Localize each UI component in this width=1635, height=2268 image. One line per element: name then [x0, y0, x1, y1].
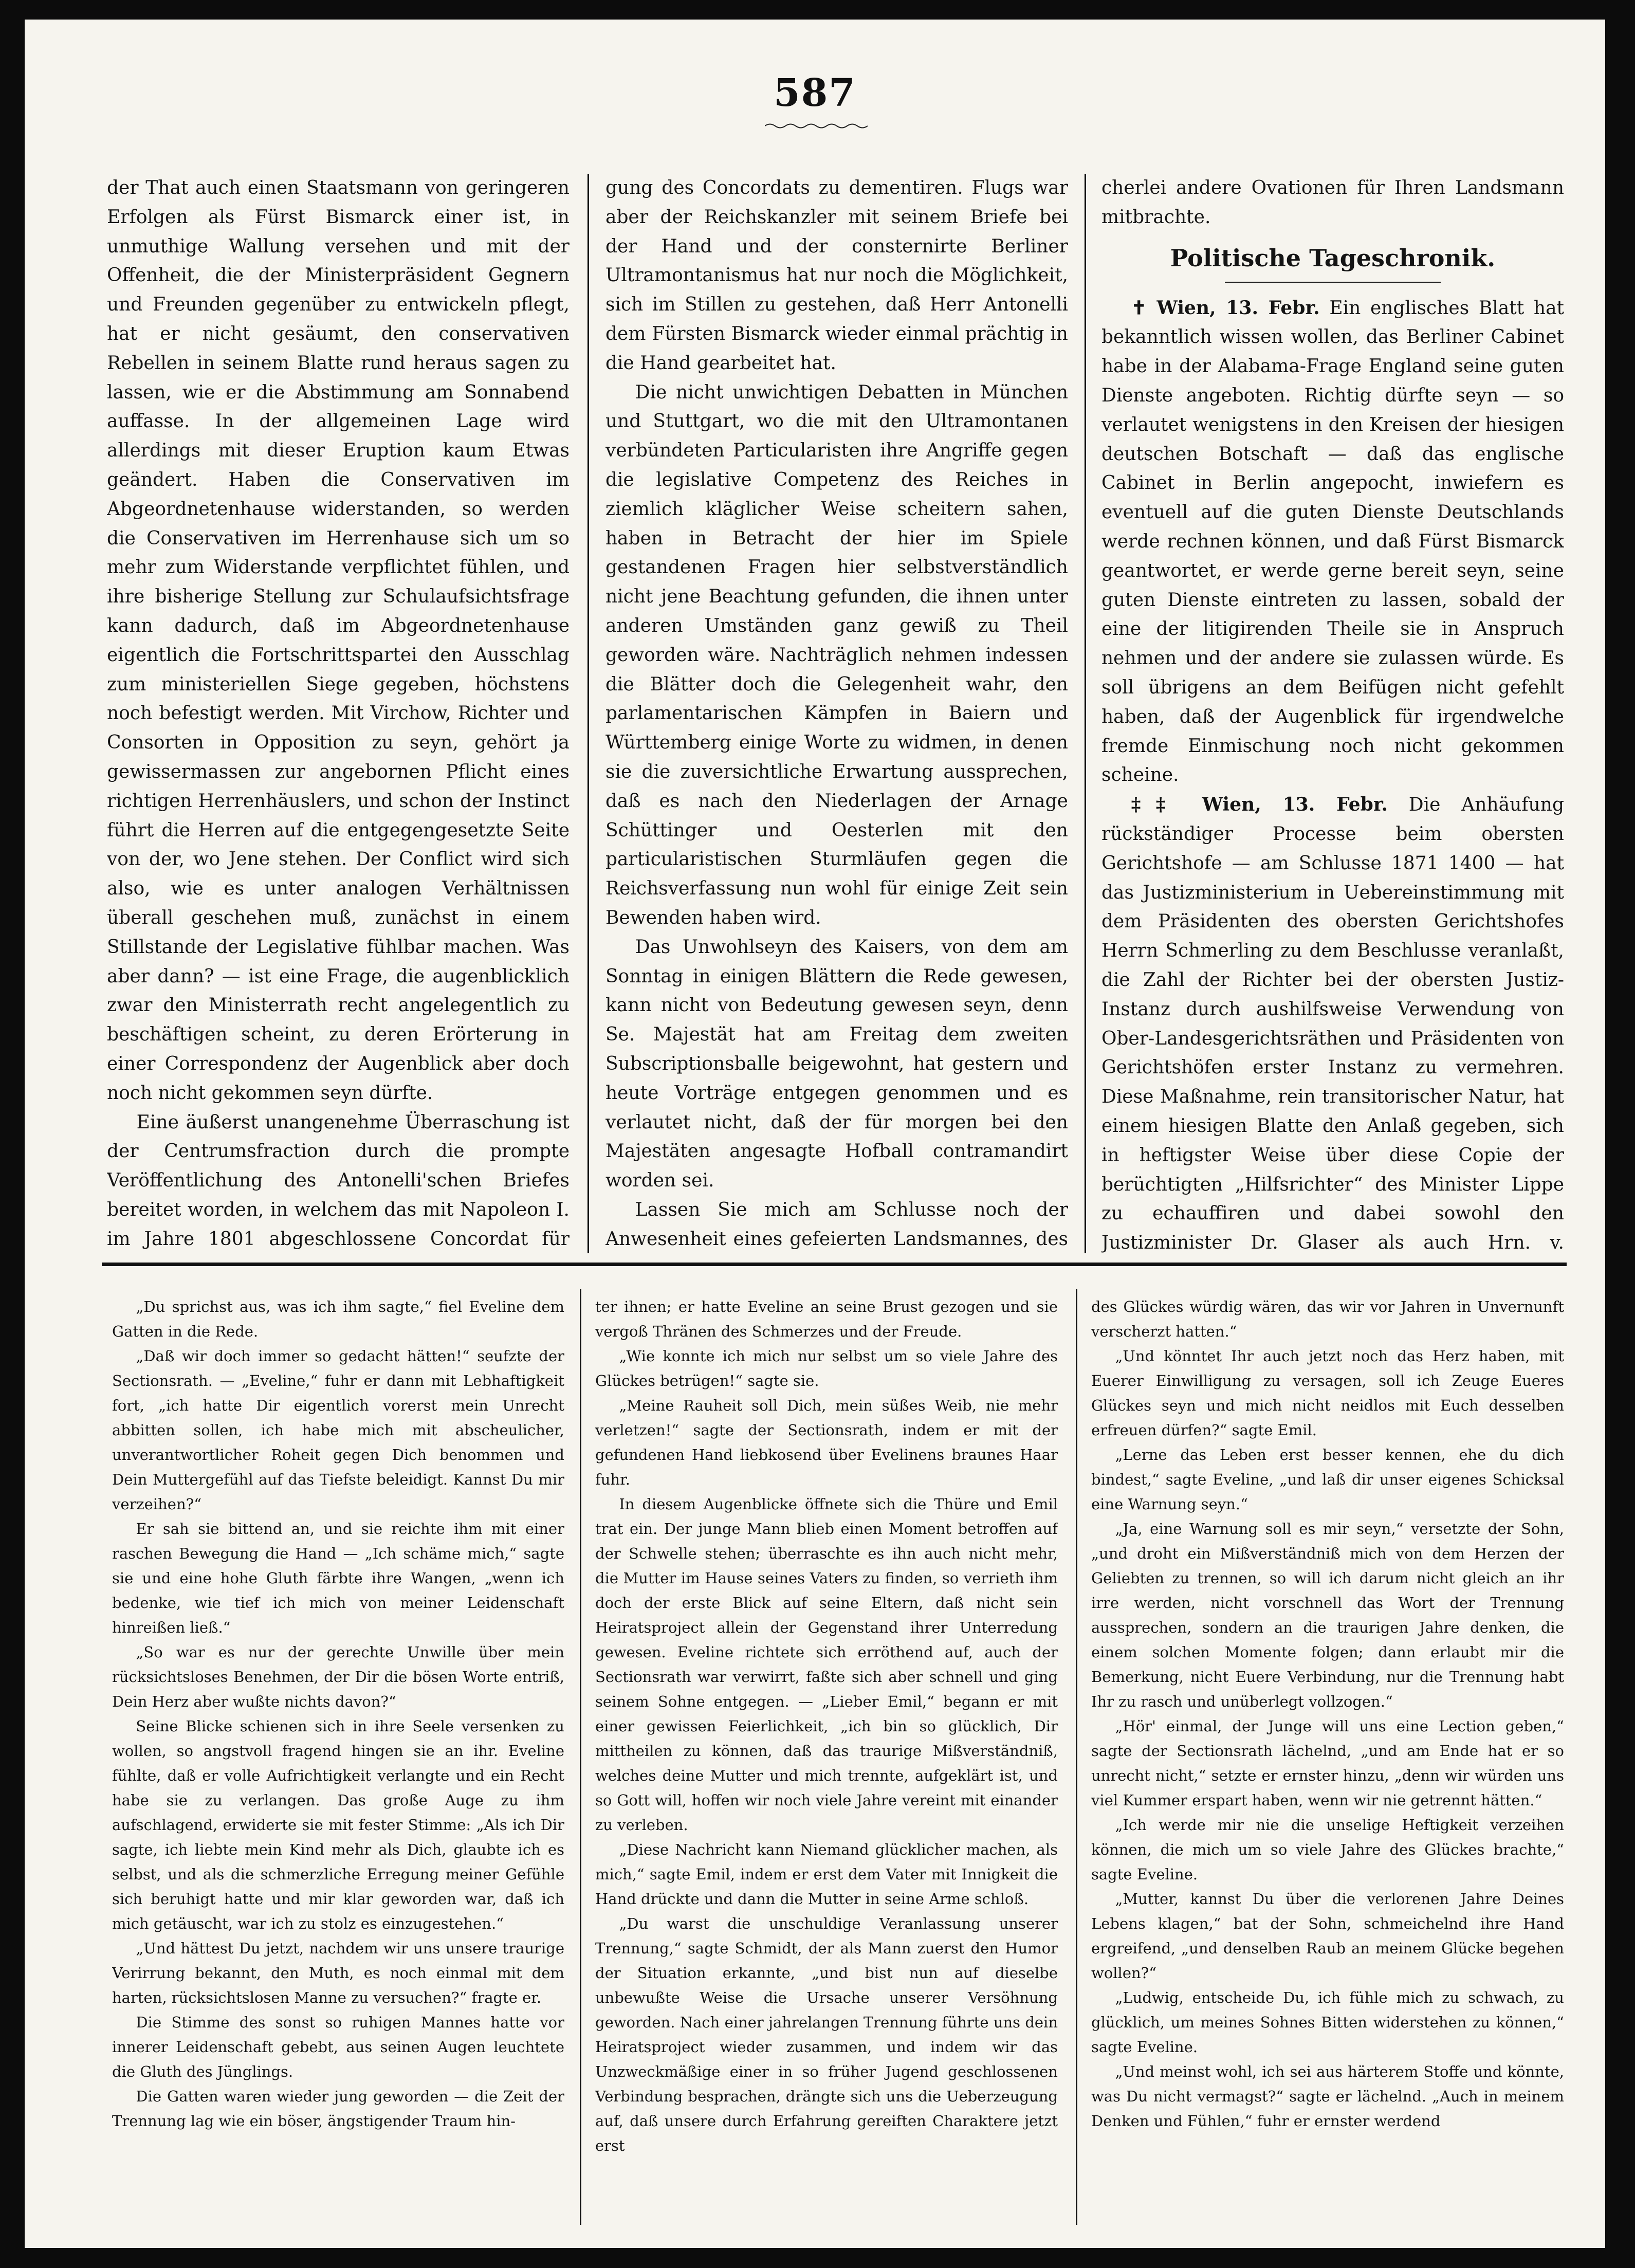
paragraph: Die Stimme des sonst so ruhigen Mannes hatte vor innerer Leidenschaft gebebt, aus seinen Augen leuchtete die Gluth des Jünglings. [112, 2014, 564, 2080]
paragraph: „Du sprichst aus, was ich ihm sagte,“ fiel Eveline dem Gatten in die Rede. [112, 1298, 564, 1340]
newspaper-page [25, 20, 1605, 2248]
dateline: ✝ Wien, 13. Febr. [1131, 297, 1320, 319]
column-rule [580, 1289, 581, 2225]
lower-column-3 [1091, 1294, 1564, 2225]
paragraph: „Meine Rauheit soll Dich, mein süßes Weib, nie mehr verletzen!“ sagte der Sectionsrath, indem er mit der gefundenen Hand liebkosend über Evelinens braunes Haar fuhr. [595, 1397, 1058, 1488]
paragraph: „Wie konnte ich mich nur selbst um so viele Jahre des Glückes betrügen!“ sagte sie. [595, 1347, 1058, 1389]
paragraph: Er sah sie bittend an, und sie reichte ihm mit einer raschen Bewegung die Hand — „Ich schäme mich,“ sagte sie und eine hohe Gluth färbte ihre Wangen, „wenn ich bedenke, wie tief ich mich von meiner Leidenschaft hinreißen ließ.“ [112, 1520, 564, 1636]
section-title: Politische Tageschronik. [1170, 244, 1496, 272]
upper-column-1 [107, 174, 570, 1256]
paragraph: „Du warst die unschuldige Veranlassung unserer Trennung,“ sagte Schmidt, der als Mann zuerst den Humor der Situation erkannte, „und bist nun auf dieselbe unbewußte Weise die Ursache unserer Versöhnung geworden. Nach einer jahrelangen Trennung führte uns dein Heiratsproject wieder zusammen, und indem wir das Unzweckmäßige einer in so früher Jugend geschlossenen Verbindung besprachen, drängte sich uns die Ueberzeugung auf, daß unsere durch Erfahrung gereiften Charaktere jetzt erst [595, 1915, 1058, 2154]
news-text: Ein englisches Blatt hat bekanntlich wissen wollen, das Berliner Cabinet habe in der Alabama-Frage England seine guten Dienste angeboten. Richtig dürfte seyn — so verlautet wenigstens in den Kreisen der hiesigen deutschen Botschaft — daß das englische Cabinet in Berlin angepocht, inwiefern es eventuell auf die guten Dienste Deutschlands werde rechnen können, und daß Fürst Bismarck geantwortet, er werde gerne bereit seyn, seine guten Dienste eintreten zu lassen, sobald der eine der litigirenden Theile sie in Anspruch nehmen und der andere sie zulassen würde. Es soll übrigens an dem Beifügen nicht gefehlt haben, daß der Augenblick für irgendwelche fremde Einmischung noch nicht gekommen scheine. [1101, 297, 1564, 786]
paragraph: Seine Blicke schienen sich in ihre Seele versenken zu wollen, so angstvoll fragend hingen sie an ihr. Eveline fühlte, daß er volle Aufrichtigkeit verlangte und ein Recht habe sie zu verlangen. Das große Auge zu ihm aufschlagend, erwiderte sie mit fester Stimme: „Als ich Dir sagte, ich liebte mein Kind mehr als Dich, glaubte ich es selbst, und als die schmerzliche Erregung meiner Gefühle sich beruhigt hatte und mir klar geworden war, daß ich mich getäuscht, war ich zu stolz es einzugestehen.“ [112, 1717, 564, 1932]
paragraph: „Diese Nachricht kann Niemand glücklicher machen, als mich,“ sagte Emil, indem er erst dem Vater mit Innigkeit die Hand drückte und dann die Mutter in seine Arme schloß. [595, 1841, 1058, 1908]
paragraph: In diesem Augenblicke öffnete sich die Thüre und Emil trat ein. Der junge Mann blieb einen Moment betroffen auf der Schwelle stehen; überraschte es ihn auch nicht mehr, die Mutter im Hause seines Vaters zu finden, so verrieth ihm doch der erste Blick auf seine Eltern, daß nicht sein Heiratsproject allein der Gegenstand ihrer Unterredung gewesen. Eveline richtete sich erröthend auf, auch der Sectionsrath war verwirrt, faßte sich aber schnell und ging seinem Sohne entgegen. — „Lieber Emil,“ begann er mit einer gewissen Feierlichkeit, „ich bin so glücklich, Dir mittheilen zu können, daß das traurige Mißverständniß, welches deine Mutter und mich trennte, aufgeklärt ist, und so Gott will, hoffen wir noch viele Jahre vereint mit einander zu verleben. [595, 1495, 1058, 1834]
paragraph: „Ja, eine Warnung soll es mir seyn,“ versetzte der Sohn, „und droht ein Mißverständniß mich von dem Herzen der Geliebten zu trennen, so will ich darum nicht gleich an ihr irre werden, nicht vorschnell das Wort der Trennung aussprechen, sondern an die traurigen Jahre denken, die einem solchen Momente folgen; dann erlaubt mir die Bemerkung, nicht Euere Verbindung, nur die Trennung habt Ihr zu rasch und unüberlegt vollzogen.“ [1091, 1520, 1564, 1710]
column-rule [1085, 174, 1086, 1253]
news-text: Die Anhäufung rückständiger Processe beim obersten Gerichtshofe — am Schlusse 1871 1400 — hat das Justizministerium in Uebereinstimmung mit dem Präsidenten des obersten Gerichtshofes Herrn Schmerling zu dem Beschlusse veranlaßt, die Zahl der Richter bei der obersten Justiz-Instanz durch aushilfsweise Verwendung von Ober-Landesgerichtsräthen und Präsidenten von Gerichtshöfen erster Instanz zu vermehren. Diese Maßnahme, rein transitorischer Natur, hat einem hiesigen Blatte den Anlaß gegeben, sich in heftigster Weise über diese Copie der berüchtigten „Hilfsrichter“ des Minister Lippe zu echauffiren und dabei sowohl den Justizminister Dr. Glaser als auch Hrn. v. [1101, 794, 1564, 1254]
paragraph: cherlei andere Ovationen für Ihren Landsmann mitbrachte. [1101, 177, 1564, 228]
paragraph: gung des Concordats zu dementiren. Flugs war aber der Reichskanzler mit seinem Briefe bei der Hand und der consternirte Berliner Ultramontanismus hat nur noch die Möglichkeit, sich im Stillen zu gestehen, daß Herr Antonelli dem Fürsten Bismarck wieder einmal prächtig in die Hand gearbeitet hat. [605, 177, 1068, 374]
dateline: ‡‡ Wien, 13. Febr. [1131, 794, 1388, 816]
paragraph: ter ihnen; er hatte Eveline an seine Brust gezogen und sie vergoß Thränen des Schmerzes und der Freude. [595, 1298, 1058, 1340]
upper-column-3 [1101, 174, 1564, 1256]
lower-column-2 [595, 1294, 1058, 2225]
paragraph: Die nicht unwichtigen Debatten in München und Stuttgart, wo die mit den Ultramontanen verbündeten Particularisten ihre Angriffe gegen die legislative Competenz des Reiches in ziemlich kläglicher Weise scheitern sahen, haben in Betracht der hier im Spiele gestandenen Fragen hier selbstverständlich nicht jene Beachtung gefunden, die ihnen unter anderen Umständen ganz gewiß zu Theil geworden wäre. Nachträglich nehmen indessen die Blätter doch die Gelegenheit wahr, den parlamentarischen Kämpfen in Baiern und Württemberg einige Worte zu widmen, in denen sie die zuversichtliche Erwartung aussprechen, daß es nach den Niederlagen der Arnage Schüttinger und Oesterlen mit den particularistischen Sturmläufen gegen die Reichsverfassung nun wohl für einige Zeit sein Bewenden haben wird. [605, 381, 1068, 928]
paragraph: „So war es nur der gerechte Unwille über mein rücksichtsloses Benehmen, der Dir die bösen Worte entriß, Dein Herz aber wußte nichts davon?“ [112, 1643, 564, 1710]
paragraph: der That auch einen Staatsmann von geringeren Erfolgen als Fürst Bismarck einer ist, in unmuthige Wallung versehen und mit der Offenheit, die der Ministerpräsident Gegnern und Freunden gegenüber zu entwickeln pflegt, hat er nicht gesäumt, den conservativen Rebellen in seinem Blatte rund heraus sagen zu lassen, wie er die Abstimmung am Sonnabend auffasse. In der allgemeinen Lage wird allerdings mit dieser Eruption kaum Etwas geändert. Haben die Conservativen im Abgeordnetenhause widerstanden, so werden die Conservativen im Herrenhause sich um so mehr zum Widerstande verpflichtet fühlen, und ihre bisherige Stellung zur Schulaufsichtsfrage kann dadurch, daß im Abgeordnetenhause eigentlich die Fortschrittspartei den Ausschlag zum ministeriellen Siege gegeben, höchstens noch befestigt werden. Mit Virchow, Richter und Consorten in Opposition zu seyn, gehört ja gewissermassen zur angebornen Pflicht eines richtigen Herrenhäuslers, und schon der Instinct führt die Herren auf die entgegengesetzte Seite von der, wo Jene stehen. Der Conflict wird sich also, wie es unter analogen Verhältnissen überall geschehen muß, zunächst in einem Stillstande der Legislative fühlbar machen. Was aber dann? — ist eine Frage, die augenblicklich zwar den Ministerrath recht angelegentlich zu beschäftigen scheint, zu deren Erörterung in einer Correspondenz der Augenblick aber doch noch nicht gekommen seyn dürfte. [107, 177, 570, 1104]
upper-column-2 [605, 174, 1068, 1256]
page-number: 587 [774, 71, 856, 115]
column-rule [587, 174, 589, 1253]
title-rule [1225, 282, 1441, 283]
paragraph: „Und könntet Ihr auch jetzt noch das Herz haben, mit Euerer Einwilligung zu versagen, soll ich Zeuge Eueres Glückes seyn und mich nicht neidlos mit Euch desselben erfreuen dürfen?“ sagte Emil. [1091, 1347, 1564, 1439]
lower-column-1 [112, 1294, 564, 2225]
paragraph: „Daß wir doch immer so gedacht hätten!“ seufzte der Sectionsrath. — „Eveline,“ fuhr er dann mit Lebhaftigkeit fort, „ich hatte Dir eigentlich vorerst mein Unrecht abbitten sollen, ich habe mich mit abscheulicher, unverantwortlicher Roheit gegen Dich benommen und Dein Muttergefühl auf das Tiefste beleidigt. Kannst Du mir verzeihen?“ [112, 1347, 564, 1513]
column-rule [1076, 1289, 1077, 2225]
paragraph: „Lerne das Leben erst besser kennen, ehe du dich bindest,“ sagte Eveline, „und laß dir unser eigenes Schicksal eine Warnung seyn.“ [1091, 1446, 1564, 1513]
paragraph: „Ludwig, entscheide Du, ich fühle mich zu schwach, zu glücklich, um meines Sohnes Bitten widerstehen zu können,“ sagte Eveline. [1091, 1989, 1564, 2056]
paragraph: „Und hättest Du jetzt, nachdem wir uns unsere traurige Verirrung bekannt, den Muth, es noch einmal mit dem harten, rücksichtslosen Manne zu versuchen?“ fragte er. [112, 1940, 564, 2006]
paragraph: des Glückes würdig wären, das wir vor Jahren in Unvernunft verscherzt hatten.“ [1091, 1298, 1564, 1340]
paragraph: „Mutter, kannst Du über die verlorenen Jahre Deines Lebens klagen,“ bat der Sohn, schmeichelnd ihre Hand ergreifend, „und denselben Raub an meinem Glücke begehen wollen?“ [1091, 1890, 1564, 1982]
page-number-ornament [765, 122, 868, 130]
news-item [1101, 294, 1564, 791]
paragraph: „Und meinst wohl, ich sei aus härterem Stoffe und könnte, was Du nicht vermagst?“ sagte er lächelnd. „Auch in meinem Denken und Fühlen,“ fuhr er ernster werdend [1091, 2063, 1564, 2130]
paragraph: Eine äußerst unangenehme Überraschung ist der Centrumsfraction durch die prompte Veröffentlichung des Antonelli'schen Briefes bereitet worden, in welchem das mit Napoleon I. im Jahre 1801 abgeschlossene Concordat für [107, 1111, 570, 1250]
paragraph: Die Gatten waren wieder jung geworden — die Zeit der Trennung lag wie ein böser, ängstigender Traum hin- [112, 2088, 564, 2130]
section-divider [102, 1263, 1567, 1266]
paragraph: Das Unwohlseyn des Kaisers, von dem am Sonntag in einigen Blättern die Rede gewesen, kann nicht von Bedeutung gewesen seyn, denn Se. Majestät hat am Freitag dem zweiten Subscriptionsballe beigewohnt, hat gestern und heute Vorträge entgegen genommen und es verlautet nicht, daß der für morgen bei den Majestäten angesagte Hofball contramandirt worden sei. [605, 936, 1068, 1192]
paragraph: „Ich werde mir nie die unselige Heftigkeit verzeihen können, die mich um so viele Jahre des Glückes brachte,“ sagte Eveline. [1091, 1816, 1564, 1883]
news-item [1101, 790, 1564, 1256]
paragraph: Lassen Sie mich am Schlusse noch der Anwesenheit eines gefeierten Landsmannes, des [605, 1199, 1068, 1250]
paragraph: „Hör' einmal, der Junge will uns eine Lection geben,“ sagte der Sectionsrath lächelnd, „und am Ende hat er so unrecht nicht,“ setzte er ernster hinzu, „denn wir würden uns viel Kummer erspart haben, wenn wir nie getrennt hätten.“ [1091, 1717, 1564, 1809]
